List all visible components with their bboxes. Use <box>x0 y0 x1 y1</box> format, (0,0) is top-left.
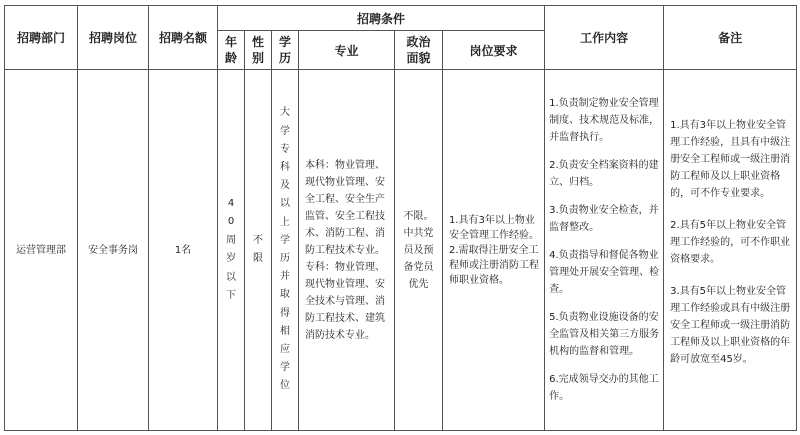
cell-department: 运营管理部 <box>5 70 78 431</box>
header-major: 专业 <box>299 31 395 70</box>
duty-item: 1.负责制定物业安全管理制度、技术规范及标准，并监督执行。 <box>549 98 660 143</box>
cell-duties <box>545 70 664 431</box>
duty-item: 5.负责物业设施设备的安全监管及相关第三方服务机构的监督和管理。 <box>549 312 660 357</box>
cell-gender: 不限 <box>245 70 272 431</box>
requirement-item: 2.需取得注册安全工程师或注册消防工程师职业资格。 <box>449 244 539 286</box>
header-duties: 工作内容 <box>545 6 664 70</box>
requirement-item: 1.具有3年以上物业安全管理工作经验。 <box>449 214 539 241</box>
cell-age: 40周岁以下 <box>218 70 245 431</box>
major-undergraduate: 本科：物业管理、现代物业管理、安全工程、安全生产监管、安全工程技术、消防工程、消防工程技术专业。 <box>305 159 385 256</box>
header-requirements: 岗位要求 <box>443 31 545 70</box>
duty-item: 3.负责物业安全检查，并监督整改。 <box>549 205 659 233</box>
note-item: 2.具有5年以上物业安全管理工作经验的，可不作职业资格要求。 <box>670 220 791 265</box>
header-gender: 性别 <box>245 31 272 70</box>
duty-item: 6.完成领导交办的其他工作。 <box>549 374 659 402</box>
major-junior-college: 专科：物业管理、现代物业管理、安全技术与管理、消防工程技术、建筑消防技术专业。 <box>305 261 385 341</box>
note-item: 1.具有3年以上物业安全管理工作经验，且具有中级注册安全工程师或一级注册消防工程师及以上职业资格的，可不作专业要求。 <box>670 120 791 199</box>
cell-quota: 1名 <box>149 70 218 431</box>
header-age: 年龄 <box>218 31 245 70</box>
header-position: 招聘岗位 <box>78 6 149 70</box>
political-line-1: 不限。 <box>403 210 434 222</box>
cell-notes <box>664 70 797 431</box>
header-notes: 备注 <box>664 6 797 70</box>
cell-education: 大学专科及以上学历并取得相应学位 <box>272 70 299 431</box>
political-line-2: 中共党员及预备党员优先 <box>403 227 434 290</box>
header-conditions: 招聘条件 <box>218 6 545 31</box>
header-political-status: 政治面貌 <box>395 31 443 70</box>
recruitment-table <box>4 5 797 431</box>
note-item: 3.具有5年以上物业安全管理工作经验或具有中级注册安全工程师或一级注册消防工程师及以上职业资格的年龄可放宽至45岁。 <box>670 286 791 365</box>
cell-major <box>299 70 395 431</box>
cell-position: 安全事务岗 <box>78 70 149 431</box>
header-department: 招聘部门 <box>5 6 78 70</box>
duty-item: 4.负责指导和督促各物业管理处开展安全管理、检查。 <box>549 250 660 295</box>
cell-political-status <box>395 70 443 431</box>
header-quota: 招聘名额 <box>149 6 218 70</box>
duty-item: 2.负责安全档案资料的建立、归档。 <box>549 160 659 188</box>
header-education: 学历 <box>272 31 299 70</box>
cell-requirements <box>443 70 545 431</box>
